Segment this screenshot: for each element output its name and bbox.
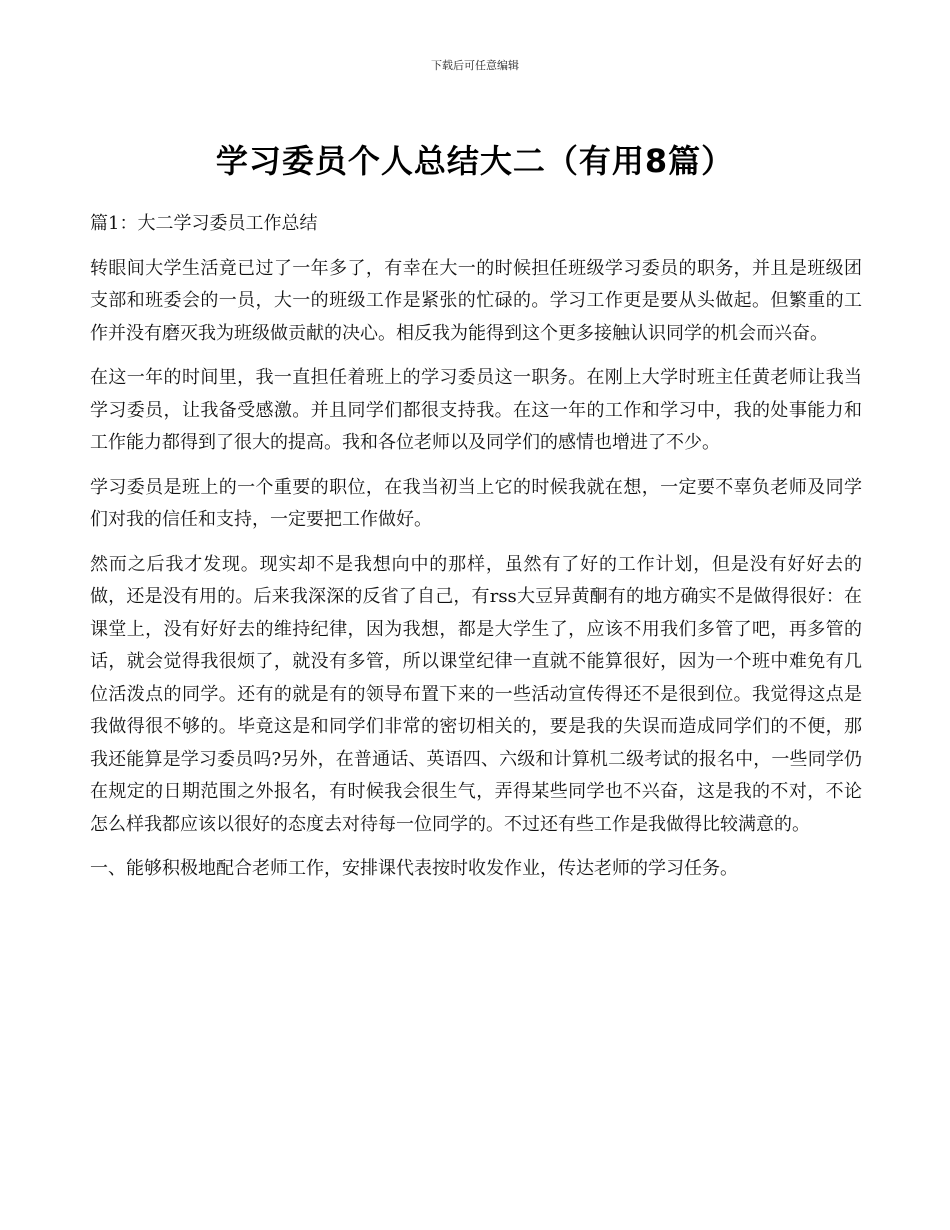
section-heading: 篇1：大二学习委员工作总结 <box>90 213 318 234</box>
paragraph-1: 转眼间大学生活竟已过了一年多了，有幸在大一的时候担任班级学习委员的职务，并且是班级团支部和班委会的一员，大一的班级工作是紧张的忙碌的。学习工作更是要从头做起。但繁重的工作并没有磨灭我为班级做贡献的决心。相反我为能得到这个更多接触认识同学的机会而兴奋。 <box>90 257 862 344</box>
header-note: 下载后可任意编辑 <box>431 59 519 72</box>
paragraph-3: 学习委员是班上的一个重要的职位，在我当初当上它的时候我就在想，一定要不辜负老师及同学们对我的信任和支持，一定要把工作做好。 <box>90 476 862 530</box>
paragraph-2: 在这一年的时间里，我一直担任着班上的学习委员这一职务。在刚上大学时班主任黄老师让我当学习委员，让我备受感激。并且同学们都很支持我。在这一年的工作和学习中，我的处事能力和工作能力都得到了很大的提高。我和各位老师以及同学们的感情也增进了不少。 <box>90 367 862 453</box>
paragraph-5: 一、能够积极地配合老师工作，安排课代表按时收发作业，传达老师的学习任务。 <box>90 858 738 879</box>
document-body <box>90 208 862 898</box>
document-title: 学习委员个人总结大二（有用8篇） <box>215 142 735 180</box>
paragraph-4: 然而之后我才发现。现实却不是我想向中的那样，虽然有了好的工作计划，但是没有好好去的做，还是没有用的。后来我深深的反省了自己，有rss大豆异黄酮有的地方确实不是做得很好：在课堂上，没有好好去的维持纪律，因为我想，都是大学生了，应该不用我们多管了吧，再多管的话，就会觉得我很烦了，就没有多管，所以课堂纪律一直就不能算很好，因为一个班中难免有几位活泼点的同学。还有的就是有的领导布置下来的一些活动宣传得还不是很到位。我觉得这点是我做得很不够的。毕竟这是和同学们非常的密切相关的，要是我的失误而造成同学们的不便，那我还能算是学习委员吗?另外，在普通话、英语四、六级和计算机二级考试的报名中，一些同学仍在规定的日期范围之外报名，有时候我会很生气，弄得某些同学也不兴奋，这是我的不对，不论怎么样我都应该以很好的态度去对待每一位同学的。不过还有些工作是我做得比较满意的。 <box>90 553 862 835</box>
